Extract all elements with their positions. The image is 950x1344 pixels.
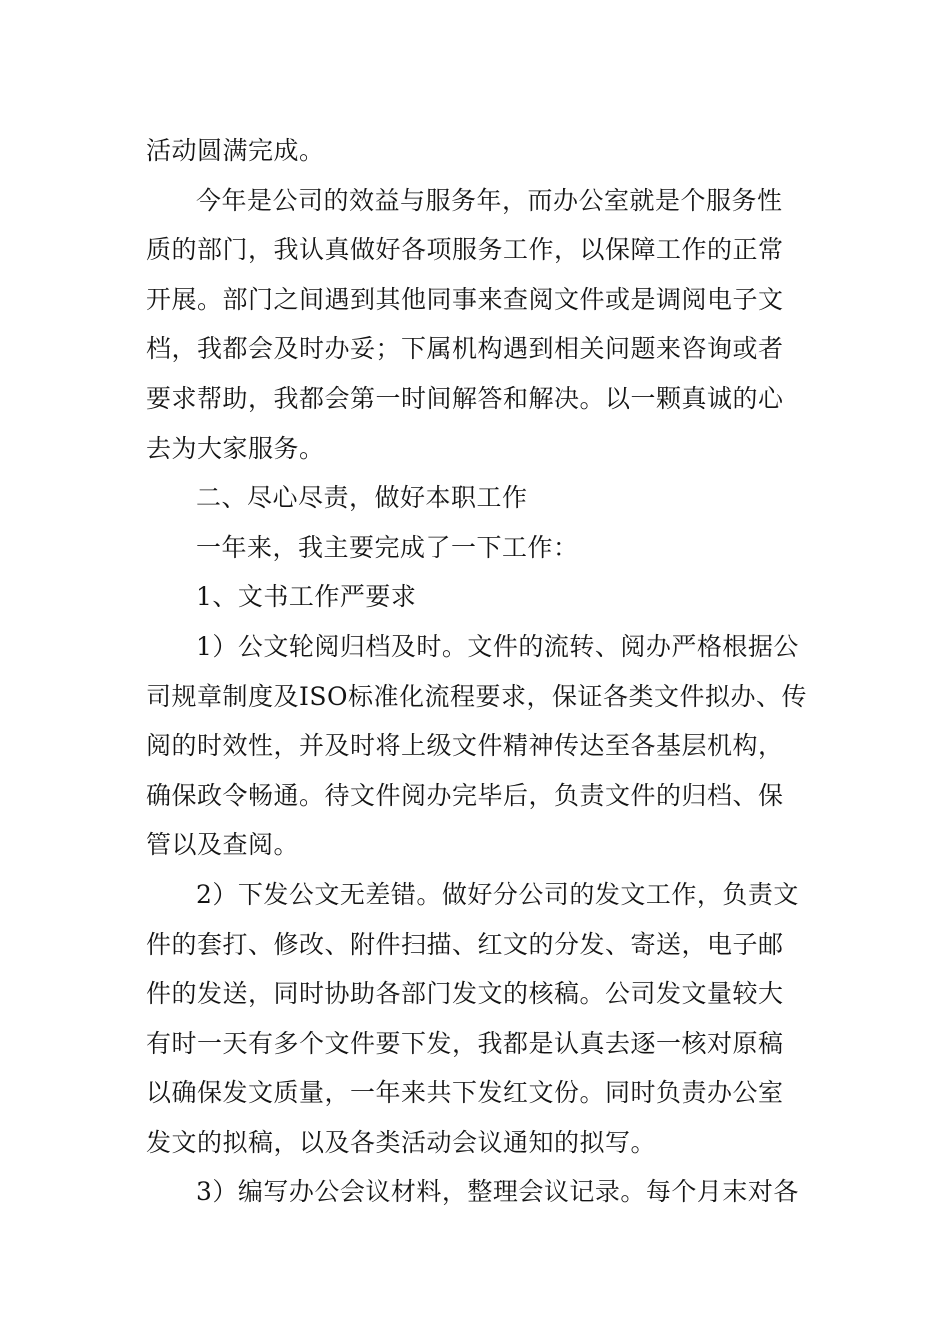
text-line: 要求帮助，我都会第一时间解答和解决。以一颗真诚的心 <box>146 383 784 413</box>
subsection-heading <box>146 572 808 622</box>
text-line: 有时一天有多个文件要下发，我都是认真去逐一核对原稿 <box>146 1028 784 1058</box>
text-line: 司规章制度及ISO标准化流程要求，保证各类文件拟办、传 <box>146 681 807 711</box>
paragraph <box>146 176 808 474</box>
paragraph <box>146 126 808 176</box>
document-body <box>146 126 808 1217</box>
text-line: 1、文书工作严要求 <box>196 582 417 612</box>
text-line: 阅的时效性，并及时将上级文件精神传达至各基层机构， <box>146 731 784 761</box>
text-line: 以确保发文质量，一年来共下发红文份。同时负责办公室 <box>146 1078 784 1108</box>
text-line: 二、尽心尽责，做好本职工作 <box>196 483 528 513</box>
text-line: 2）下发公文无差错。做好分公司的发文工作，负责文 <box>196 879 799 909</box>
paragraph <box>146 523 808 573</box>
paragraph <box>146 1167 808 1217</box>
text-line: 管以及查阅。 <box>146 830 300 860</box>
text-line: 确保政令畅通。待文件阅办完毕后，负责文件的归档、保 <box>146 780 784 810</box>
text-line: 质的部门，我认真做好各项服务工作，以保障工作的正常 <box>146 235 784 265</box>
paragraph <box>146 622 808 870</box>
text-line: 件的发送，同时协助各部门发文的核稿。公司发文量较大 <box>146 979 784 1009</box>
text-line: 一年来，我主要完成了一下工作： <box>196 532 579 562</box>
text-line: 开展。部门之间遇到其他同事来查阅文件或是调阅电子文 <box>146 284 784 314</box>
text-line: 1）公文轮阅归档及时。文件的流转、阅办严格根据公 <box>196 631 799 661</box>
text-line: 去为大家服务。 <box>146 433 325 463</box>
paragraph <box>146 870 808 1168</box>
text-line: 发文的拟稿，以及各类活动会议通知的拟写。 <box>146 1127 657 1157</box>
text-line: 3）编写办公会议材料，整理会议记录。每个月末对各 <box>196 1177 799 1207</box>
section-heading <box>146 473 808 523</box>
text-line: 活动圆满完成。 <box>146 136 325 165</box>
text-line: 件的套打、修改、附件扫描、红文的分发、寄送，电子邮 <box>146 929 784 959</box>
text-line: 今年是公司的效益与服务年，而办公室就是个服务性 <box>196 185 783 215</box>
text-line: 档，我都会及时办妥；下属机构遇到相关问题来咨询或者 <box>146 334 784 364</box>
